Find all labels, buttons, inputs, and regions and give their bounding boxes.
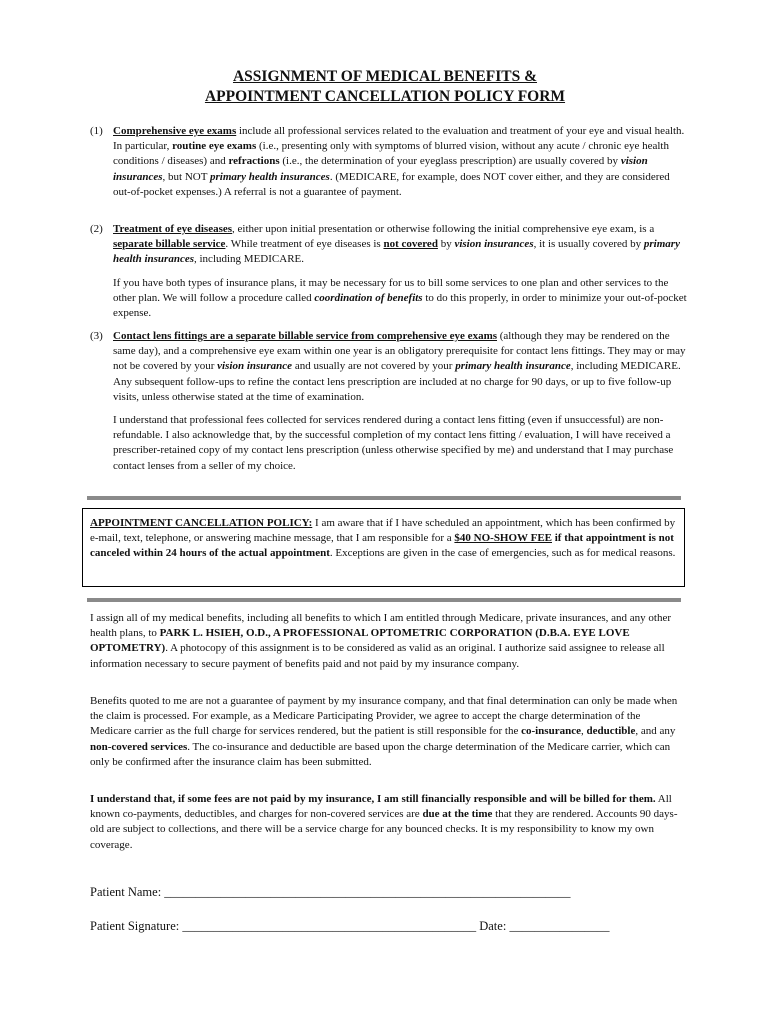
- term-vision-insurance: vision insurance: [217, 360, 293, 373]
- term-coordination-of-benefits: coordination of benefits: [314, 291, 423, 304]
- cancellation-deadline: if that appointment is not canceled within 24 hours of the actual appointment: [90, 532, 674, 560]
- item-text: and usually are not covered by your: [292, 360, 456, 373]
- paragraph-text: . The co-insurance and deductible are based upon the charge determination of the Medicare carrier, which can only be confirmed after the insurance claim has been submitted.: [90, 740, 671, 768]
- item-text: . While treatment of eye diseases is: [225, 238, 384, 251]
- cancellation-policy-text: [90, 516, 680, 562]
- patient-name-line[interactable]: _________________________________________________________________: [164, 885, 571, 899]
- term-separate-billable-service: separate billable service: [113, 238, 226, 251]
- cancellation-policy-heading: APPOINTMENT CANCELLATION POLICY:: [90, 517, 313, 529]
- term-vision-insurances: vision insurances: [454, 238, 534, 251]
- item-text: include all professional services related to the evaluation and treatment of your eye and visual health. In particular,: [113, 125, 685, 153]
- date-line[interactable]: ________________: [509, 919, 610, 933]
- item-text: by: [437, 238, 455, 251]
- policy-item-2: [90, 222, 690, 321]
- section-divider: [87, 496, 681, 500]
- term-routine-eye-exams: routine eye exams: [172, 140, 257, 153]
- paragraph-text: . A photocopy of this assignment is to be considered as valid as an original. I authorize said assignee to release all information necessary to secure payment of benefits paid and not paid by my insurance company.: [90, 642, 665, 670]
- section-divider: [87, 598, 681, 602]
- term-refractions: refractions: [228, 155, 280, 168]
- term-not-covered: not covered: [383, 238, 438, 251]
- patient-signature-label: Patient Signature:: [90, 919, 180, 933]
- item-text: to do this properly, in order to minimize your out-of-pocket expense.: [113, 291, 687, 320]
- term-treatment-of-eye-diseases: Treatment of eye diseases: [113, 223, 233, 235]
- policy-text: . Exceptions are given in the case of emergencies, such as for medical reasons.: [329, 547, 676, 560]
- item-number: (1): [90, 125, 103, 137]
- item-text: (although they may be rendered on the same day), and a comprehensive eye exam within one year is an obligatory prerequisite for contact lens fittings. They may or may not be covered by your: [113, 330, 686, 373]
- form-title-line1: ASSIGNMENT OF MEDICAL BENEFITS &: [232, 68, 538, 85]
- no-show-fee: $40 NO-SHOW FEE: [454, 532, 552, 545]
- paragraph-text: I assign all of my medical benefits, including all benefits to which I am entitled through Medicare, private insurances, and any other health plans, to: [90, 612, 671, 640]
- item-text: , but NOT: [162, 170, 210, 183]
- item-text: , either upon initial presentation or otherwise following the initial comprehensive eye exam, is a: [232, 223, 655, 235]
- term-comprehensive-eye-exams: Comprehensive eye exams: [113, 125, 237, 137]
- paragraph-text: All known co-payments, deductibles, and charges for non-covered services are: [90, 793, 672, 821]
- item-text: , including MEDICARE. Any subsequent follow-ups to refine the contact lens prescription are included at no charge for 90 days, or up to five follow-up visits, unless otherwise stated at the time of examination.: [113, 360, 681, 403]
- date-label: Date:: [479, 919, 507, 933]
- item-number: (3): [90, 330, 103, 342]
- item-text: (i.e., the determination of your eyeglass prescription) are usually covered by: [279, 155, 621, 168]
- patient-signature-field[interactable]: [90, 918, 609, 934]
- item-text: , it is usually covered by: [533, 238, 644, 251]
- term-primary-health-insurance: primary health insurance: [455, 360, 571, 373]
- financial-responsibility-statement: I understand that, if some fees are not paid by my insurance, I am still financially responsible and will be billed for them.: [90, 793, 656, 805]
- paragraph-text: ,: [580, 725, 587, 738]
- item-text: . (MEDICARE, for example, does NOT cover either, and they are considered out-of-pocket expenses.) A referral is not a guarantee of payment.: [113, 170, 670, 198]
- term-contact-lens-fittings: Contact lens fittings are a separate billable service from comprehensive eye exams: [113, 330, 498, 342]
- policy-item-3: [90, 329, 690, 474]
- paragraph-text: , and any: [635, 725, 676, 738]
- patient-name-field[interactable]: [90, 884, 571, 900]
- form-title-line2: APPOINTMENT CANCELLATION POLICY FORM: [204, 88, 566, 105]
- term-due-at-the-time: due at the time: [422, 808, 493, 821]
- term-non-covered-services: non-covered services: [90, 740, 188, 753]
- term-primary-health-insurances: primary health insurances: [210, 170, 330, 183]
- item-text: If you have both types of insurance plans, it may be necessary for us to bill some services to one plan and other services to the other plan. We will follow a procedure called: [113, 276, 669, 304]
- term-deductible: deductible: [586, 725, 636, 738]
- item-number: (2): [90, 223, 103, 235]
- paragraph-text: that they are rendered. Accounts 90 days-old are subject to collections, and there will be a service charge for any bounced checks. It is my responsibility to know my own coverage.: [90, 808, 678, 851]
- financial-responsibility-paragraph: [90, 792, 680, 853]
- item-text: , including MEDICARE.: [194, 253, 304, 266]
- term-vision-insurances: vision insurances: [113, 155, 648, 183]
- policy-item-1: [90, 124, 690, 200]
- patient-signature-line[interactable]: _______________________________________________: [182, 919, 477, 933]
- term-co-insurance: co-insurance: [521, 725, 581, 738]
- contact-lens-acknowledgment: I understand that professional fees collected for services rendered during a contact lens fitting (even if unsuccessful) are non-refundable. I also acknowledge that, by the successful completion of my contact lens fitting / evaluation, I will have received a prescriber-retained copy of my contact lens prescription (unless otherwise specified by me) and understand that I may purchase contact lenses from a seller of my choice.: [113, 414, 674, 472]
- policy-text: I am aware that if I have scheduled an appointment, which has been confirmed by e-mail, text, telephone, or answering machine message, that I am responsible for a: [90, 517, 676, 545]
- assignment-paragraph: [90, 611, 680, 672]
- term-primary-health-insurances: primary health insurances: [113, 238, 680, 266]
- item-text: (i.e., presenting only with symptoms of blurred vision, without any acute / chronic eye health conditions / diseases) and: [113, 140, 669, 168]
- benefits-paragraph: [90, 694, 680, 770]
- patient-name-label: Patient Name:: [90, 885, 162, 899]
- paragraph-text: Benefits quoted to me are not a guarantee of payment by my insurance company, and that final determination can only be made when the claim is processed. For example, as a Medicare Participating Provider, we agree to accept the charge determination of the Medicare carrier as the full charge for services rendered, but the patient is still responsible for the: [90, 695, 678, 738]
- assignee-name: PARK L. HSIEH, O.D., A PROFESSIONAL OPTOMETRIC CORPORATION (D.B.A. EYE LOVE OPTOMETRY): [90, 627, 630, 655]
